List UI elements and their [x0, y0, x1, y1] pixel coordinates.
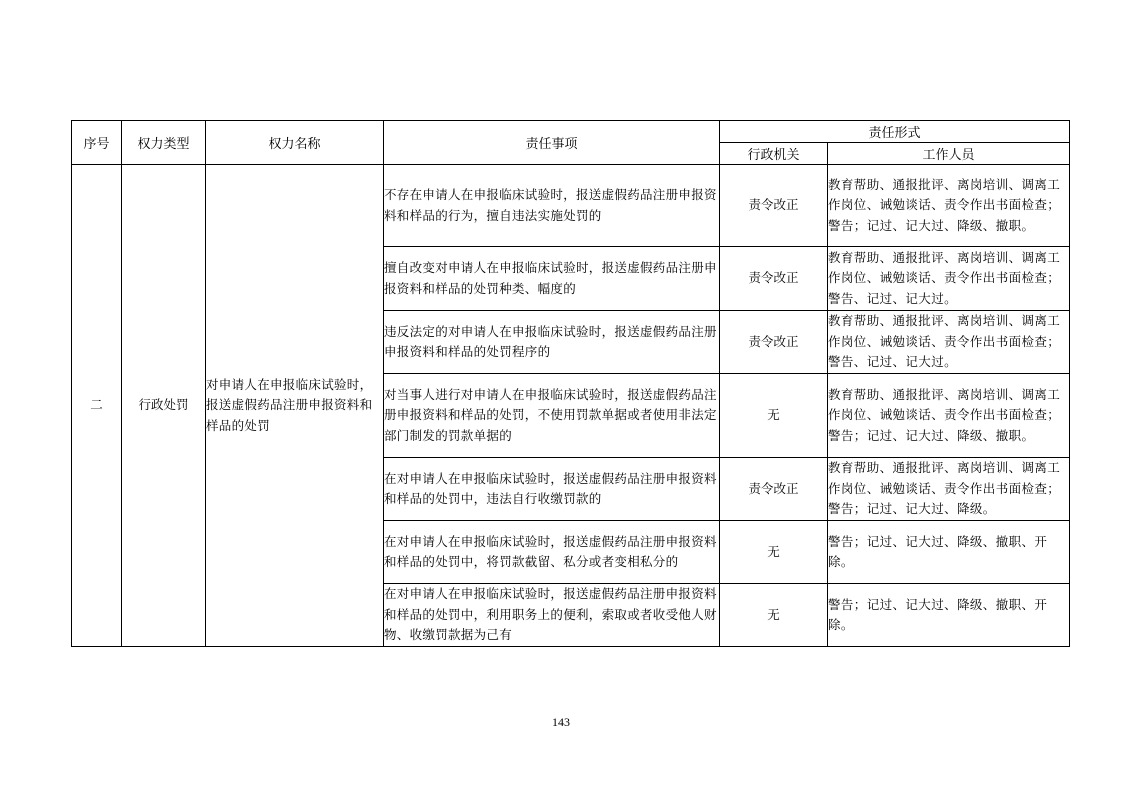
header-power-name: 权力名称	[206, 121, 384, 165]
page-number: 143	[552, 715, 570, 729]
table-row	[72, 165, 1070, 247]
header-staff: 工作人员	[828, 143, 1070, 165]
admin-responsibility: 责令改正	[720, 247, 828, 311]
responsibility-table	[71, 120, 1070, 647]
staff-responsibility: 教育帮助、通报批评、离岗培训、调离工作岗位、诫勉谈话、责令作出书面检查；警告；记过、记大过、降级、撤职。	[828, 165, 1070, 247]
header-duty-items: 责任事项	[384, 121, 720, 165]
duty-item: 在对申请人在申报临床试验时，报送虚假药品注册申报资料和样品的处罚中，利用职务上的便利，索取或者收受他人财物、收缴罚款据为己有	[384, 584, 720, 647]
group-index: 二	[72, 165, 122, 647]
group-power-name: 对申请人在申报临床试验时，报送虚假药品注册申报资料和样品的处罚	[206, 165, 384, 647]
duty-item: 对当事人进行对申请人在申报临床试验时，报送虚假药品注册申报资料和样品的处罚，不使用罚款单据或者使用非法定部门制发的罚款单据的	[384, 374, 720, 458]
duty-item: 在对申请人在申报临床试验时，报送虚假药品注册申报资料和样品的处罚中，将罚款截留、私分或者变相私分的	[384, 521, 720, 584]
duty-item: 不存在申请人在申报临床试验时，报送虚假药品注册申报资料和样品的行为，擅自违法实施处罚的	[384, 165, 720, 247]
staff-responsibility: 教育帮助、通报批评、离岗培训、调离工作岗位、诫勉谈话、责令作出书面检查；警告、记过、记大过。	[828, 247, 1070, 311]
header-power-type: 权力类型	[122, 121, 206, 165]
staff-responsibility: 警告；记过、记大过、降级、撤职、开除。	[828, 584, 1070, 647]
admin-responsibility: 责令改正	[720, 458, 828, 521]
staff-responsibility: 教育帮助、通报批评、离岗培训、调离工作岗位、诫勉谈话、责令作出书面检查；警告；记过、记大过、降级。	[828, 458, 1070, 521]
admin-responsibility: 责令改正	[720, 311, 828, 374]
admin-responsibility: 无	[720, 584, 828, 647]
duty-item: 违反法定的对申请人在申报临床试验时，报送虚假药品注册申报资料和样品的处罚程序的	[384, 311, 720, 374]
header-duty-form: 责任形式	[720, 121, 1070, 143]
header-admin-org: 行政机关	[720, 143, 828, 165]
admin-responsibility: 无	[720, 521, 828, 584]
admin-responsibility: 责令改正	[720, 165, 828, 247]
staff-responsibility: 教育帮助、通报批评、离岗培训、调离工作岗位、诫勉谈话、责令作出书面检查；警告、记过、记大过。	[828, 311, 1070, 374]
staff-responsibility: 警告；记过、记大过、降级、撤职、开除。	[828, 521, 1070, 584]
staff-responsibility: 教育帮助、通报批评、离岗培训、调离工作岗位、诫勉谈话、责令作出书面检查；警告；记过、记大过、降级、撤职。	[828, 374, 1070, 458]
duty-item: 在对申请人在申报临床试验时，报送虚假药品注册申报资料和样品的处罚中，违法自行收缴罚款的	[384, 458, 720, 521]
admin-responsibility: 无	[720, 374, 828, 458]
header-index: 序号	[72, 121, 122, 165]
duty-item: 擅自改变对申请人在申报临床试验时，报送虚假药品注册申报资料和样品的处罚种类、幅度的	[384, 247, 720, 311]
group-power-type: 行政处罚	[122, 165, 206, 647]
